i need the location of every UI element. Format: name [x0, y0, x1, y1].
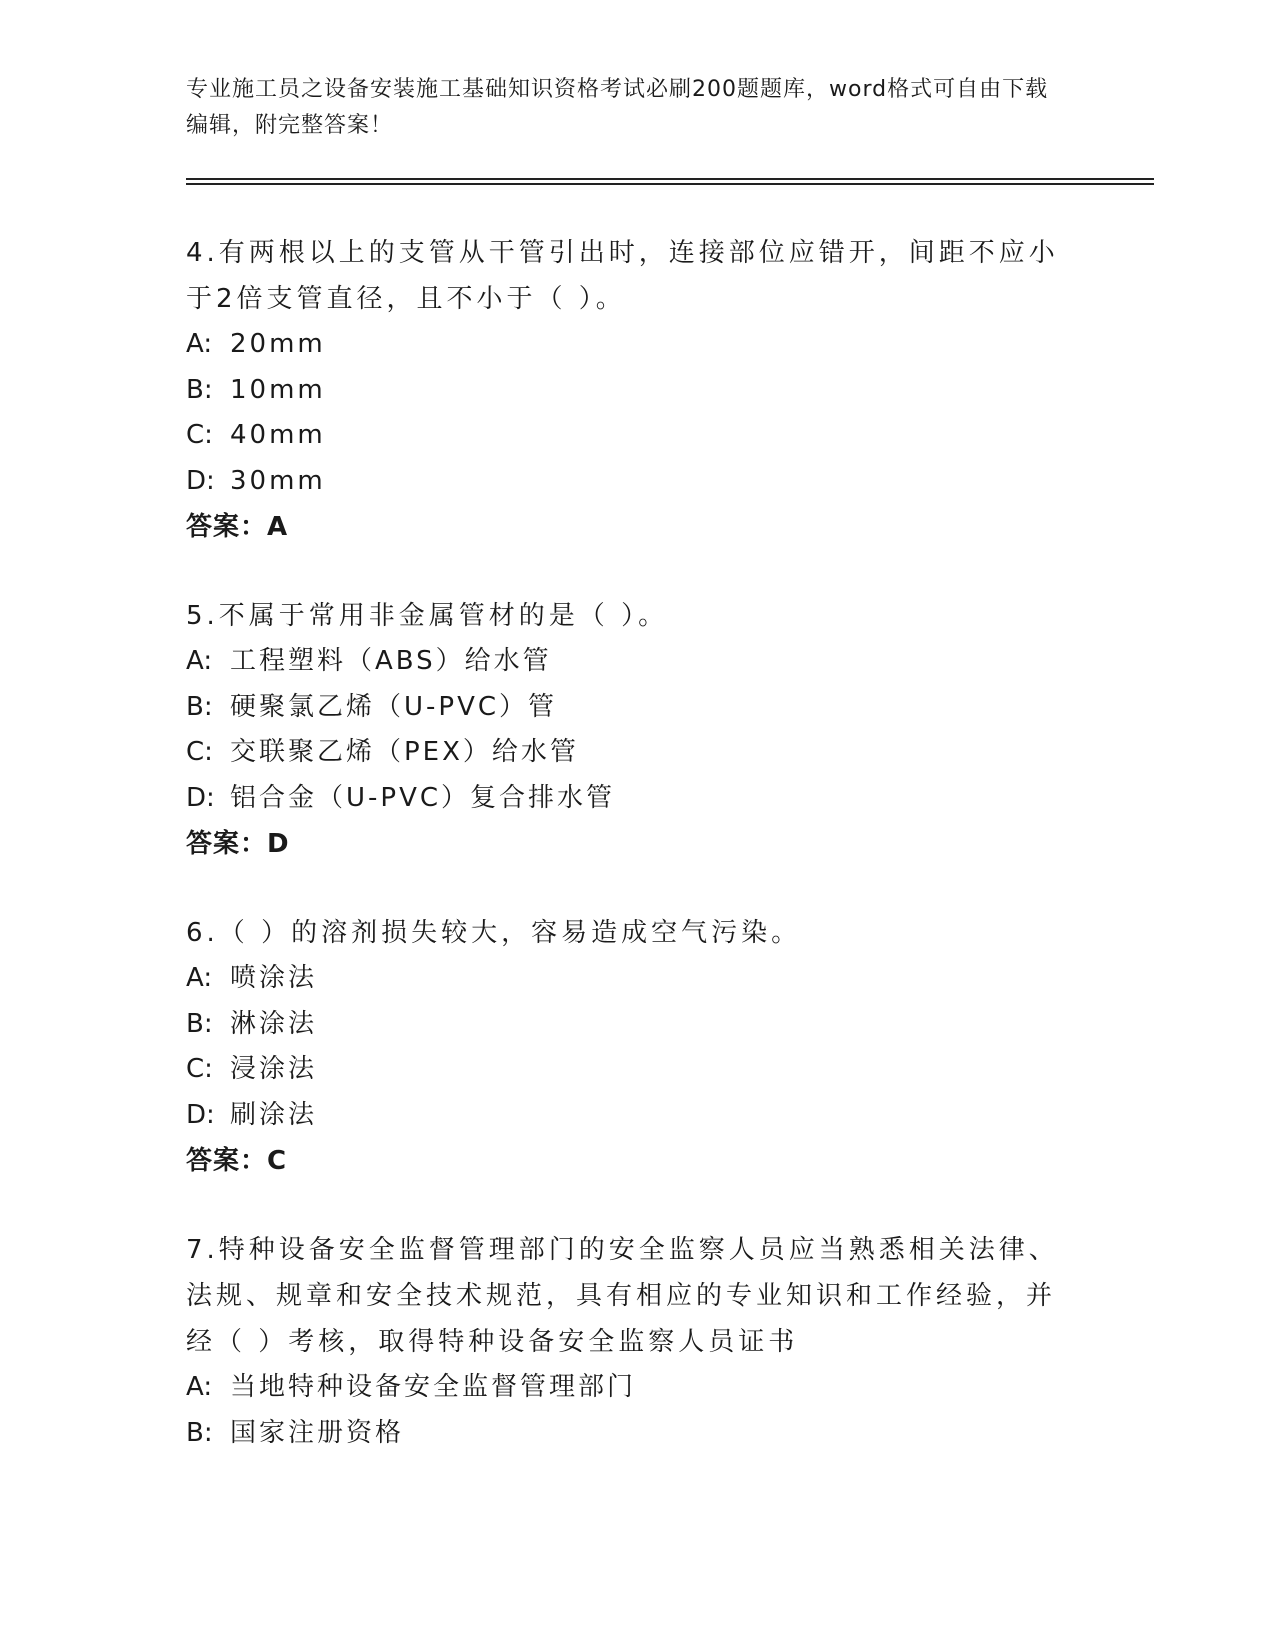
- header-divider-top: [186, 178, 1154, 180]
- option-a: [186, 956, 1066, 1002]
- option-b: [186, 1002, 1066, 1048]
- question-4: [186, 230, 1066, 550]
- option-c: [186, 413, 1066, 459]
- option-a: [186, 1365, 1066, 1411]
- option-b: [186, 1411, 1066, 1457]
- answer-label: 答案：A: [186, 512, 289, 542]
- header-divider-bottom: [186, 183, 1154, 185]
- question-list: [186, 230, 1066, 1499]
- option-letter: A:: [186, 963, 213, 993]
- option-text: 交联聚乙烯（PEX）给水管: [230, 737, 579, 767]
- option-letter: B:: [186, 1417, 213, 1448]
- option-text: 硬聚氯乙烯（U-PVC）管: [230, 691, 558, 722]
- option-letter: A:: [186, 646, 213, 676]
- option-letter: B:: [186, 374, 213, 405]
- option-letter: C:: [186, 737, 213, 767]
- option-text: 刷涂法: [230, 1099, 318, 1130]
- question-text: 6.（ ）的溶剂损失较大，容易造成空气污染。: [186, 918, 802, 948]
- option-text: 当地特种设备安全监督管理部门: [230, 1372, 637, 1402]
- option-letter: C:: [186, 420, 213, 450]
- option-letter: A:: [186, 1372, 213, 1402]
- option-c: [186, 1047, 1066, 1093]
- option-text: 国家注册资格: [230, 1417, 405, 1448]
- option-a: [186, 322, 1066, 368]
- option-c: [186, 730, 1066, 776]
- option-letter: B:: [186, 1008, 213, 1039]
- option-b: [186, 368, 1066, 414]
- question-text: 4.有两根以上的支管从干管引出时，连接部位应错开，间距不应小于2倍支管直径，且不小于（ ）。: [186, 238, 1059, 314]
- option-letter: D:: [186, 465, 215, 496]
- option-text: 10mm: [230, 374, 326, 405]
- option-a: [186, 639, 1066, 685]
- question-6: [186, 910, 1066, 1184]
- question-text: 7.特种设备安全监督管理部门的安全监察人员应当熟悉相关法律、法规、规章和安全技术规范，具有相应的专业知识和工作经验，并经（ ）考核，取得特种设备安全监察人员证书: [186, 1235, 1059, 1357]
- option-letter: A:: [186, 329, 213, 359]
- question-7: [186, 1227, 1066, 1456]
- option-text: 30mm: [230, 465, 326, 496]
- option-letter: D:: [186, 1099, 215, 1130]
- option-text: 20mm: [230, 329, 326, 359]
- option-text: 浸涂法: [230, 1054, 318, 1084]
- option-d: [186, 1093, 1066, 1139]
- option-text: 铝合金（U-PVC）复合排水管: [230, 782, 616, 813]
- option-letter: D:: [186, 782, 215, 813]
- option-text: 工程塑料（ABS）给水管: [230, 646, 552, 676]
- option-text: 淋涂法: [230, 1008, 318, 1039]
- option-d: [186, 459, 1066, 505]
- option-text: 喷涂法: [230, 963, 318, 993]
- option-text: 40mm: [230, 420, 326, 450]
- option-letter: B:: [186, 691, 213, 722]
- question-5: [186, 593, 1066, 867]
- question-text: 5.不属于常用非金属管材的是（ ）。: [186, 601, 669, 631]
- option-letter: C:: [186, 1054, 213, 1084]
- option-d: [186, 776, 1066, 822]
- answer-label: 答案：D: [186, 829, 290, 859]
- document-title: 专业施工员之设备安装施工基础知识资格考试必刷200题题库，word格式可自由下载编辑，附完整答案！: [186, 77, 1049, 138]
- answer-label: 答案：C: [186, 1146, 288, 1176]
- option-b: [186, 685, 1066, 731]
